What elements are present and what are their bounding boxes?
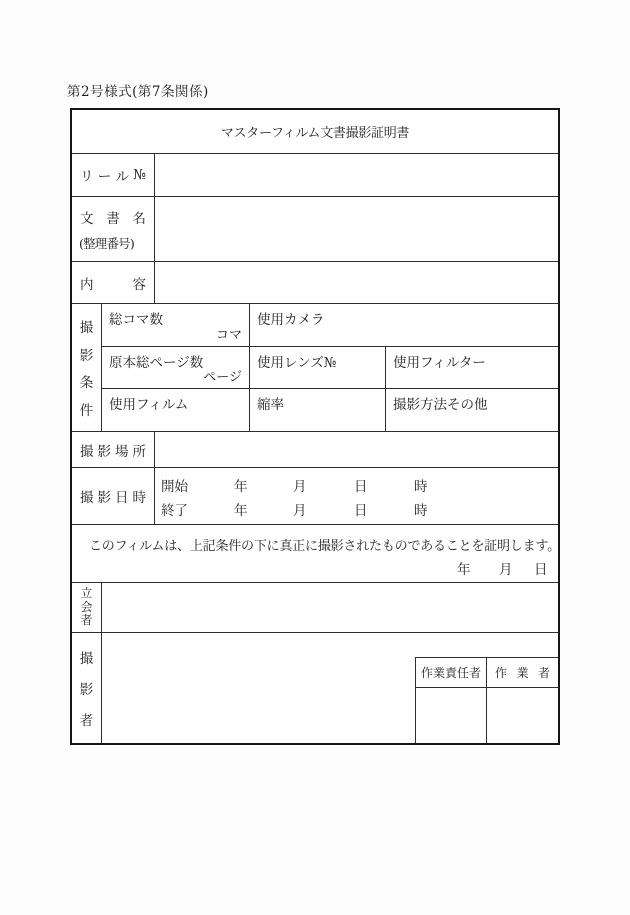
location-field — [155, 432, 558, 467]
filter-cell: 使用フィルター — [393, 354, 486, 371]
document-name-label: 文 書 名 (整理番号) — [72, 197, 155, 261]
reel-row — [72, 154, 558, 197]
worker-header: 作 業 者 — [495, 666, 550, 680]
total-frames-cell: 総コマ数 コマ — [102, 304, 250, 346]
content-row — [72, 262, 558, 304]
reel-label: リ ー ル № — [72, 154, 155, 196]
supervisor-header: 作業責任者 — [416, 658, 487, 687]
datetime-start-line: 開始 年 月 日 時 — [155, 475, 558, 493]
witness-row — [72, 583, 558, 633]
certification-row: このフィルムは、上記条件の下に真正に撮影されたものであることを証明します。 年 月 日 — [72, 525, 558, 583]
film-cell: 使用フィルム — [102, 389, 250, 431]
datetime-row — [72, 468, 558, 525]
frames-unit: コマ — [215, 327, 242, 343]
witness-label: 立 会 者 — [72, 583, 102, 632]
conditions-label: 撮 影 条 件 — [72, 304, 102, 431]
end-label: 終了 — [161, 503, 188, 520]
location-label: 撮 影 場 所 — [72, 432, 155, 467]
start-label: 開始 — [161, 478, 188, 495]
content-field — [155, 262, 558, 303]
certification-text: このフィルムは、上記条件の下に真正に撮影されたものであることを証明します。 — [89, 539, 561, 554]
title-row — [72, 110, 558, 154]
camera-cell: 使用カメラ — [257, 312, 325, 328]
form-title: マスターフィルム文書撮影証明書 — [220, 126, 410, 141]
photographer-row — [72, 633, 558, 743]
conditions-grid — [102, 304, 558, 431]
pages-unit: ページ — [203, 370, 242, 386]
total-pages-cell: 原本総ページ数 ページ — [102, 347, 250, 389]
lens-cell: 使用レンズ№ — [250, 347, 386, 389]
form-number: 第2号様式(第7条関係) — [67, 84, 209, 100]
witness-field — [102, 583, 558, 632]
datetime-field — [155, 468, 558, 524]
photographer-label: 撮 影 者 — [72, 633, 102, 743]
reduction-ratio-cell: 縮率 — [250, 389, 386, 431]
reel-field — [155, 154, 558, 196]
conditions-row — [72, 304, 558, 432]
staff-signature-table — [415, 657, 558, 743]
content-label: 内 容 — [72, 262, 155, 303]
worker-signature-cell — [487, 688, 558, 743]
datetime-label: 撮 影 日 時 — [72, 468, 155, 524]
certificate-form-table — [70, 108, 560, 745]
method-cell: 撮影方法その他 — [393, 397, 488, 414]
document-name-field — [155, 197, 558, 261]
document-name-row — [72, 197, 558, 262]
datetime-end-line: 終了 年 月 日 時 — [155, 499, 558, 517]
location-row — [72, 432, 558, 468]
supervisor-signature-cell — [416, 688, 487, 743]
reference-number-label: (整理番号) — [79, 235, 134, 251]
photographer-field — [102, 633, 558, 743]
